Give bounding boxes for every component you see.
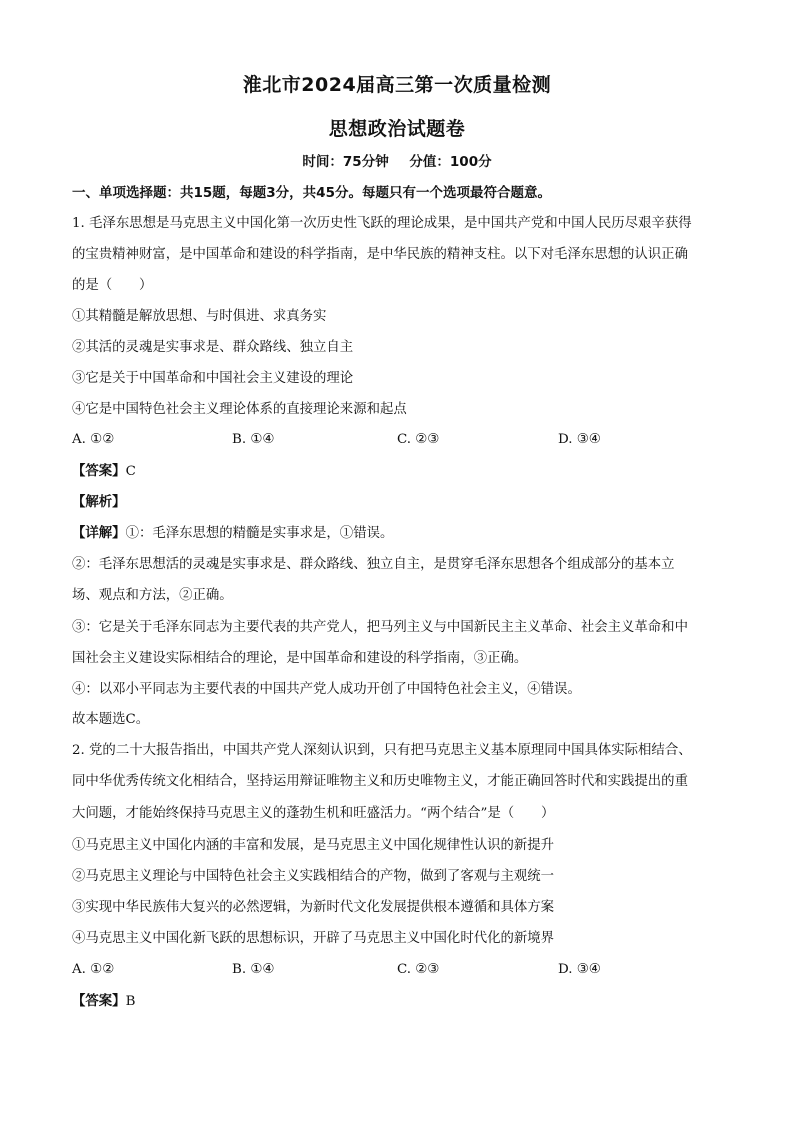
q2-option-a: A. ①② bbox=[72, 962, 115, 977]
q1-stem-line: 的宝贵精神财富，是中国革命和建设的科学指南，是中华民族的精神支柱。以下对毛泽东思想的认识正确 bbox=[72, 247, 688, 262]
exam-meta bbox=[0, 150, 794, 170]
q1-conclusion: 故本题选C。 bbox=[72, 712, 150, 727]
q1-detail-tag: 【详解】 bbox=[72, 526, 126, 541]
q1-option-d: D. ③④ bbox=[558, 432, 601, 447]
q2-stem-line: 2. 党的二十大报告指出，中国共产党人深刻认识到，只有把马克思主义基本原理同中国具体实际相结合、 bbox=[72, 743, 692, 758]
q1-option-b: B. ①④ bbox=[232, 432, 275, 447]
q2-answer-tag: 【答案】 bbox=[72, 994, 126, 1009]
q1-stem-line: 的是（ ） bbox=[72, 278, 153, 293]
q1-statement: ③它是关于中国革命和中国社会主义建设的理论 bbox=[72, 371, 354, 386]
q1-detail-line: 国社会主义建设实际相结合的理论，是中国革命和建设的科学指南，③正确。 bbox=[72, 651, 528, 666]
q2-answer-value: B bbox=[125, 994, 136, 1009]
q1-answer-tag: 【答案】 bbox=[72, 464, 126, 479]
q1-detail-line: ②：毛泽东思想活的灵魂是实事求是、群众路线、独立自主，是贯穿毛泽东思想各个组成部分的基本立 bbox=[72, 557, 675, 572]
q1-option-c: C. ②③ bbox=[397, 432, 440, 447]
q1-detail-line: ①：毛泽东思想的精髓是实事求是，①错误。 bbox=[125, 526, 394, 541]
q1-detail bbox=[72, 525, 732, 543]
q2-option-b: B. ①④ bbox=[232, 962, 275, 977]
q1-detail-line: 场、观点和方法，②正确。 bbox=[72, 588, 233, 603]
q2-option-c: C. ②③ bbox=[397, 962, 440, 977]
q1-analysis-tag: 【解析】 bbox=[72, 495, 126, 510]
q2-stem-line: 同中华优秀传统文化相结合，坚持运用辩证唯物主义和历史唯物主义，才能正确回答时代和实践提出的重 bbox=[72, 774, 688, 789]
q1-answer-value: C bbox=[125, 464, 136, 479]
q2-statement: ①马克思主义中国化内涵的丰富和发展，是马克思主义中国化规律性认识的新提升 bbox=[72, 838, 555, 853]
section-title: 一、单项选择题：共15题，每题3分，共45分。每题只有一个选项最符合题意。 bbox=[72, 185, 551, 201]
q1-stem-line: 1. 毛泽东思想是马克思主义中国化第一次历史性飞跃的理论成果，是中国共产党和中国人民历尽艰辛获得 bbox=[72, 216, 692, 231]
q2-option-d: D. ③④ bbox=[558, 962, 601, 977]
exam-title: 淮北市2024届高三第一次质量检测 bbox=[242, 74, 552, 96]
q1-answer bbox=[72, 463, 732, 481]
q2-statement: ④马克思主义中国化新飞跃的思想标识，开辟了马克思主义中国化时代化的新境界 bbox=[72, 931, 555, 946]
exam-subtitle: 思想政治试题卷 bbox=[328, 118, 466, 140]
q2-answer bbox=[72, 993, 732, 1011]
q1-statement: ①其精髓是解放思想、与时俱进、求真务实 bbox=[72, 309, 327, 324]
q2-statement: ②马克思主义理论与中国特色社会主义实践相结合的产物，做到了客观与主观统一 bbox=[72, 869, 555, 884]
exam-time: 时间：75分钟 bbox=[302, 154, 389, 170]
exam-score: 分值：100分 bbox=[409, 154, 492, 170]
q1-statement: ④它是中国特色社会主义理论体系的直接理论来源和起点 bbox=[72, 402, 407, 417]
q1-option-a: A. ①② bbox=[72, 432, 115, 447]
q2-statement: ③实现中华民族伟大复兴的必然逻辑，为新时代文化发展提供根本遵循和具体方案 bbox=[72, 900, 555, 915]
q1-statement: ②其活的灵魂是实事求是、群众路线、独立自主 bbox=[72, 340, 354, 355]
q2-stem-line: 大问题，才能始终保持马克思主义的蓬勃生机和旺盛活力。“两个结合”是（ ） bbox=[72, 806, 555, 821]
q1-detail-line: ④：以邓小平同志为主要代表的中国共产党人成功开创了中国特色社会主义，④错误。 bbox=[72, 682, 581, 697]
q1-analysis bbox=[72, 494, 732, 512]
q1-detail-line: ③：它是关于毛泽东同志为主要代表的共产党人，把马列主义与中国新民主主义革命、社会主义革命和中 bbox=[72, 620, 688, 635]
